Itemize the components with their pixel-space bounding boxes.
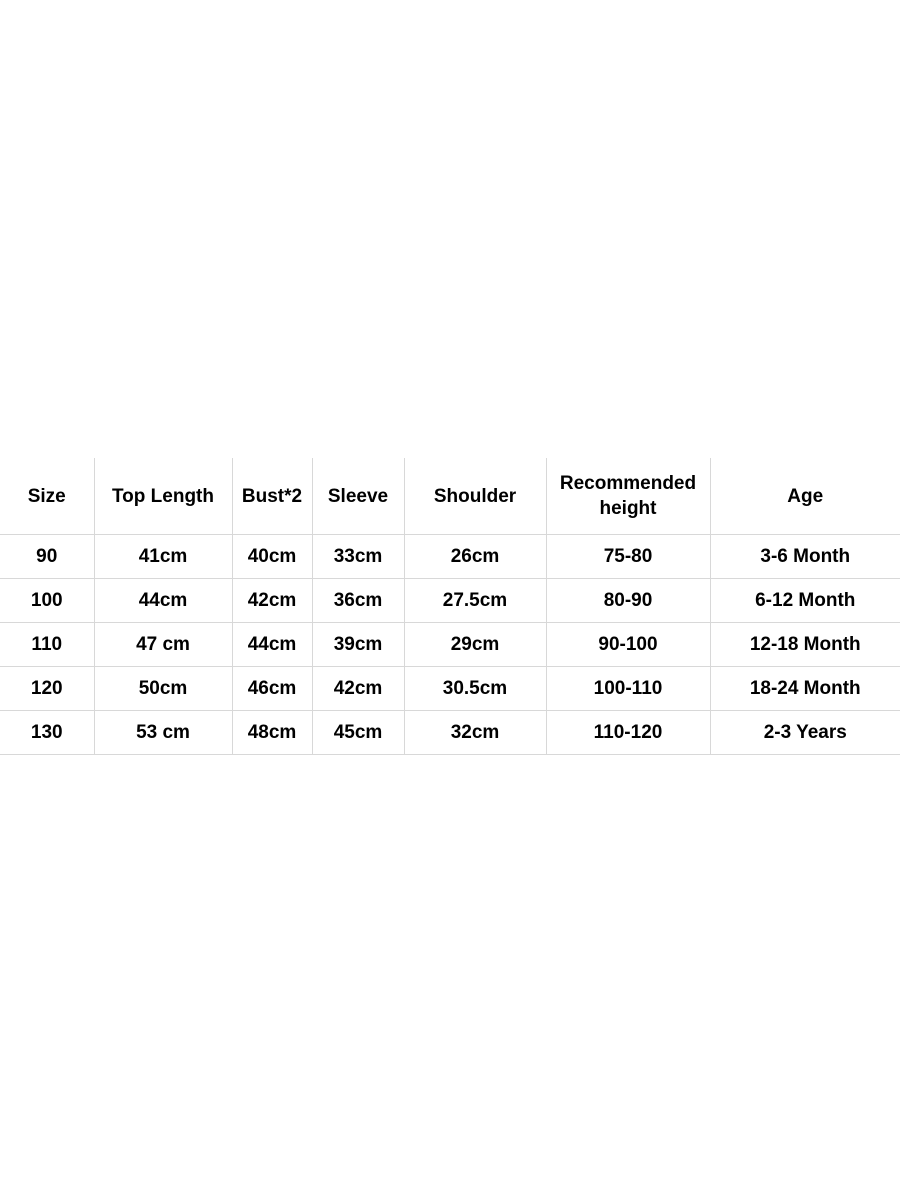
cell-shoulder: 27.5cm [404,579,546,623]
cell-sleeve: 45cm [312,711,404,755]
column-header-top-length: Top Length [94,458,232,535]
cell-age: 6-12 Month [710,579,900,623]
cell-size: 100 [0,579,94,623]
size-chart-container [0,458,900,755]
column-header-shoulder: Shoulder [404,458,546,535]
cell-sleeve: 39cm [312,623,404,667]
cell-recommended-height: 90-100 [546,623,710,667]
column-header-size: Size [0,458,94,535]
cell-age: 3-6 Month [710,535,900,579]
table-row [0,623,900,667]
column-header-sleeve: Sleeve [312,458,404,535]
cell-top-length: 41cm [94,535,232,579]
cell-shoulder: 26cm [404,535,546,579]
table-row [0,711,900,755]
column-header-bust: Bust*2 [232,458,312,535]
column-header-recommended-height [546,458,710,535]
cell-recommended-height: 110-120 [546,711,710,755]
cell-bust: 44cm [232,623,312,667]
table-body [0,535,900,755]
cell-top-length: 47 cm [94,623,232,667]
cell-top-length: 50cm [94,667,232,711]
cell-shoulder: 30.5cm [404,667,546,711]
cell-size: 130 [0,711,94,755]
cell-recommended-height: 80-90 [546,579,710,623]
cell-size: 90 [0,535,94,579]
cell-size: 120 [0,667,94,711]
column-header-recommended-height-line2: height [599,498,657,519]
cell-age: 12-18 Month [710,623,900,667]
cell-age: 2-3 Years [710,711,900,755]
cell-sleeve: 42cm [312,667,404,711]
cell-top-length: 44cm [94,579,232,623]
cell-recommended-height: 100-110 [546,667,710,711]
cell-bust: 46cm [232,667,312,711]
table-row [0,667,900,711]
cell-shoulder: 29cm [404,623,546,667]
table-row [0,535,900,579]
column-header-recommended-height-line1: Recommended [559,473,697,494]
cell-sleeve: 33cm [312,535,404,579]
cell-age: 18-24 Month [710,667,900,711]
cell-shoulder: 32cm [404,711,546,755]
column-header-age: Age [710,458,900,535]
cell-bust: 48cm [232,711,312,755]
cell-sleeve: 36cm [312,579,404,623]
table-header-row [0,458,900,535]
size-chart-table [0,458,900,755]
cell-bust: 42cm [232,579,312,623]
cell-recommended-height: 75-80 [546,535,710,579]
cell-top-length: 53 cm [94,711,232,755]
table-header [0,458,900,535]
cell-size: 110 [0,623,94,667]
cell-bust: 40cm [232,535,312,579]
table-row [0,579,900,623]
